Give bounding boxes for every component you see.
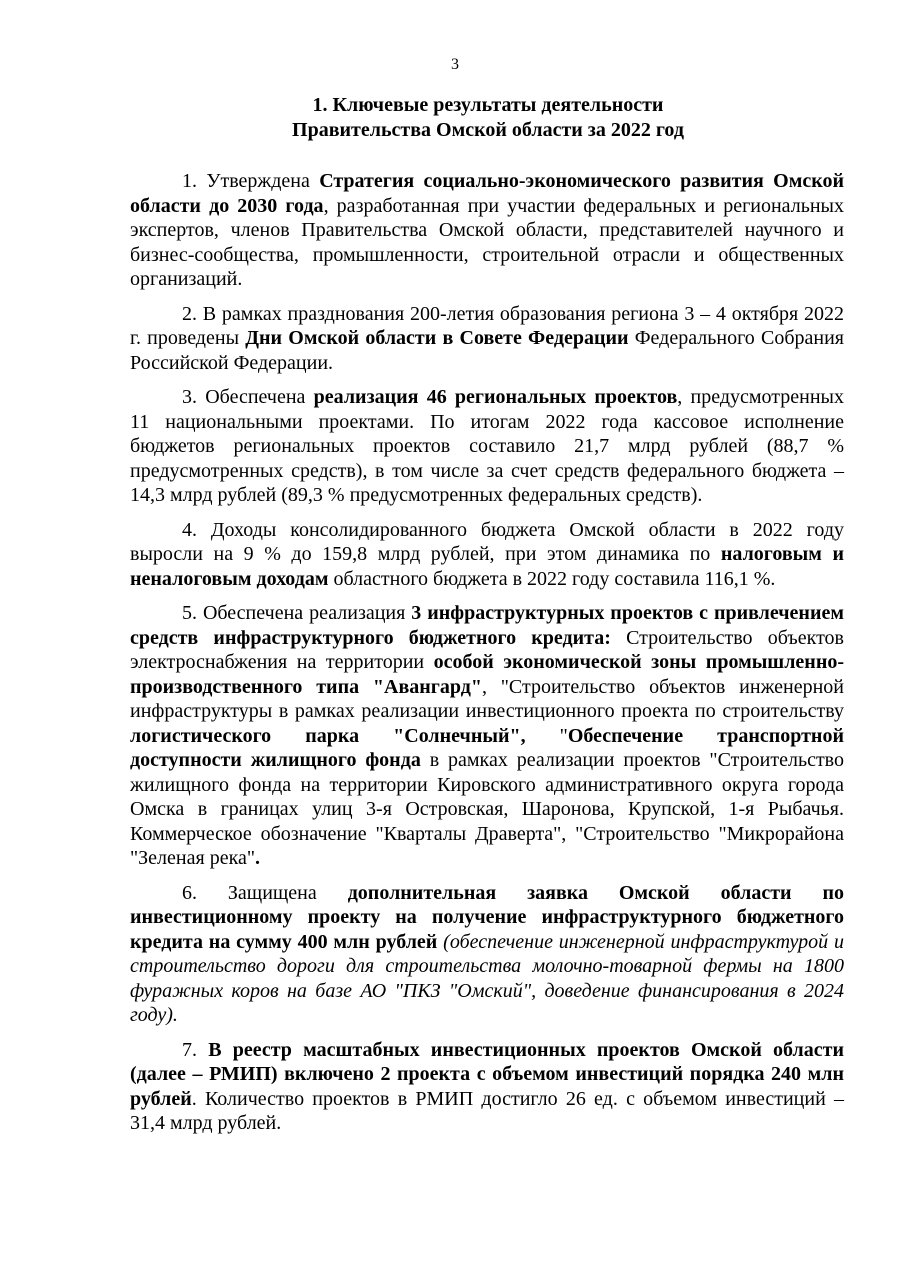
text-run: в рамках реализации проектов "Строительство жилищного фонда на территории Кировского административного округа города Омска в границах улиц 3-я Островская, Шаронова, Крупской, 1-я Рыбачья. Коммерческое обозначение "Кварталы Дравертa", "Строительство "Микрорайона "Зеленая река": [130, 749, 844, 869]
bold-text-run: особой экономической зоны промышленно-производственного типа "Авангард": [130, 651, 844, 698]
section-title-line-2: Правительства Омской области за 2022 год: [292, 119, 684, 141]
result-item-7: [130, 1038, 844, 1136]
text-run: 4. Доходы консолидированного бюджета Омской области в 2022 году выросли на 9 % до 159,8 млрд рублей, при этом динамика по: [130, 518, 844, 565]
bold-text-run: .: [255, 847, 261, 869]
result-item-6: [130, 881, 844, 1028]
bold-text-run: реализация 46 региональных проектов: [313, 386, 678, 408]
bold-text-run: Стратегия социально-экономического развития Омской области до 2030 года: [130, 170, 844, 217]
text-run: 6. Защищена: [182, 881, 348, 904]
italic-text-run: (обеспечение инженерной инфраструктурой и строительство дороги для строительства молочно-товарной фермы на 1800 фуражных коров на базе АО "ПКЗ "Омский", доведение финансирования в 2024 году).: [130, 930, 845, 1026]
result-item-5: [130, 601, 844, 871]
text-run: 7.: [182, 1038, 209, 1061]
result-item-2: [130, 302, 844, 376]
bold-text-run: логистического парка "Солнечный",: [130, 724, 526, 747]
bold-text-run: В реестр масштабных инвестиционных проектов Омской области (далее – РМИП) включено 2 проекта с объемом инвестиций порядка 240 млн рублей: [130, 1038, 844, 1110]
bold-text-run: Дни Омской области в Совете Федерации: [245, 327, 629, 349]
text-run: 1. Утверждена: [182, 170, 320, 192]
bold-text-run: 3 инфраструктурных проектов с привлечением средств инфраструктурного бюджетного кредита:: [130, 602, 844, 649]
bold-text-run: Обеспечение транспортной доступности жилищного фонда: [130, 724, 844, 771]
text-run: 2. В рамках празднования 200-летия образования региона 3 – 4 октября 2022 г. проведены: [130, 302, 844, 349]
page-number: 3: [451, 56, 459, 73]
result-item-3: [130, 385, 844, 508]
text-run: . Количество проектов в РМИП достигло 26 ед. с объемом инвестиций – 31,4 млрд рублей.: [130, 1087, 844, 1134]
text-run: 5. Обеспечена реализация: [182, 602, 412, 624]
result-item-4: [130, 518, 844, 592]
text-run: ": [525, 724, 568, 747]
bold-text-run: дополнительная заявка Омской области по инвестиционному проекту на получение инфраструктурного бюджетного кредита на сумму 400 млн рублей: [130, 881, 844, 953]
text-run: , предусмотренных 11 национальными проектами. По итогам 2022 года кассовое исполнение бюджетов региональных проектов составило 21,7 млрд рублей (88,7 % предусмотренных средств), в том числе за счет средств федерального бюджета – 14,3 млрд рублей (89,3 % предусмотренных федеральных средств).: [130, 386, 844, 506]
bold-text-run: налоговым и неналоговым доходам: [130, 543, 845, 590]
text-run: , разработанная при участии федеральных и региональных экспертов, членов Правительства Омской области, представителей научного и бизнес-сообщества, промышленности, строительной отрасли и общественных организаций.: [130, 194, 844, 290]
section-title-line-1: 1. Ключевые результаты деятельности: [312, 94, 664, 116]
result-item-1: [130, 169, 844, 292]
results-list: [130, 169, 844, 1146]
text-run: областного бюджета в 2022 году составила 116,1 %.: [328, 567, 776, 590]
section-title: [130, 93, 846, 143]
text-run: Федерального Собрания Российской Федерации.: [130, 327, 844, 374]
text-run: 3. Обеспечена: [182, 386, 314, 408]
text-run: , "Строительство объектов инженерной инфраструктуры в рамках реализации инвестиционного проекта по строительству: [130, 675, 845, 722]
text-run: Строительство объектов электроснабжения на территории: [130, 626, 844, 673]
